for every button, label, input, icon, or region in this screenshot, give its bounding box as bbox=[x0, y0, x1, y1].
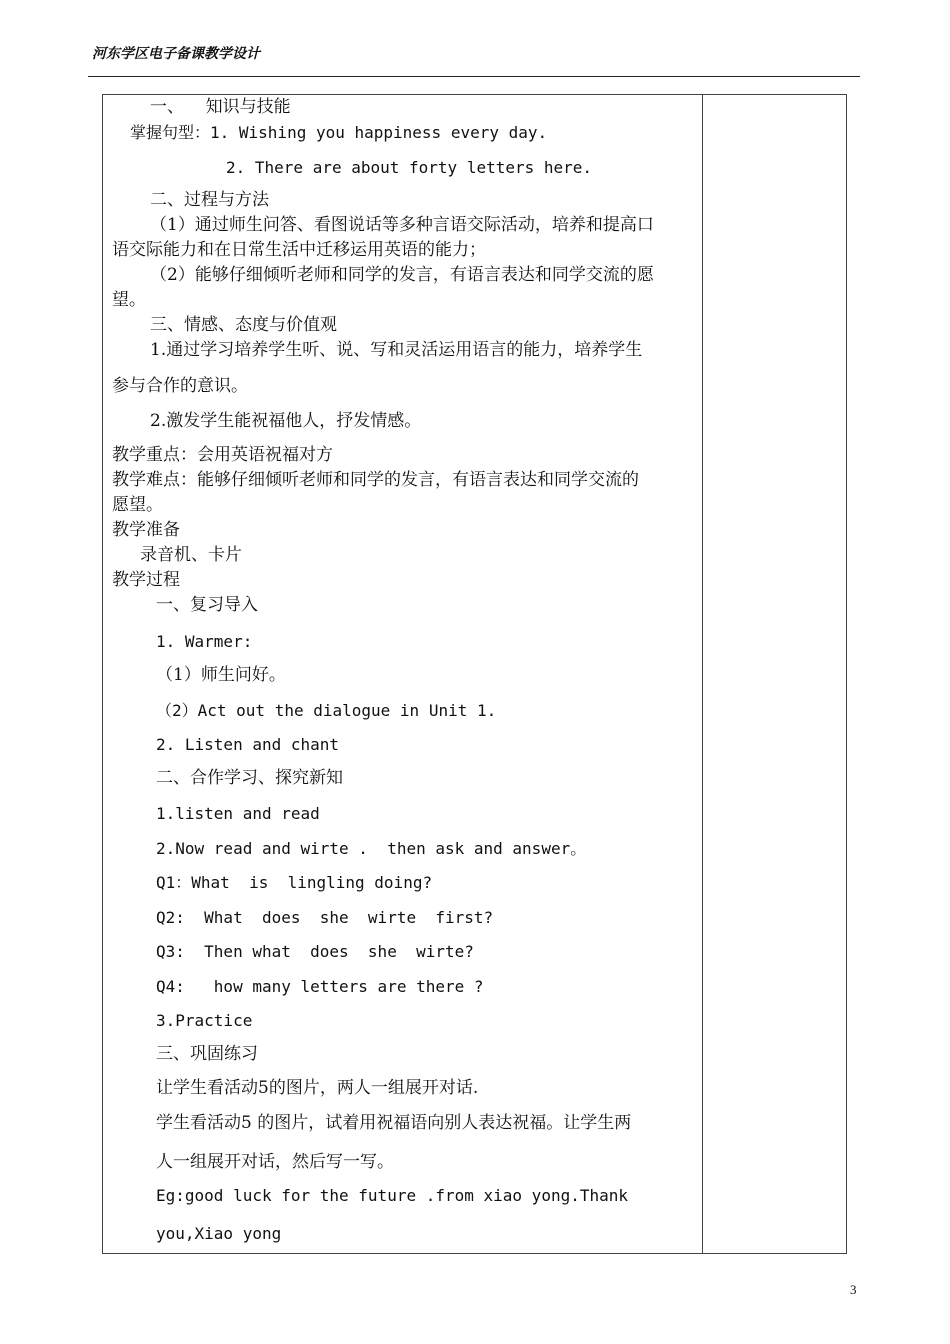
step-act-out: （2）Act out the dialogue in Unit 1. bbox=[156, 701, 497, 720]
consolidation-text-2a: 学生看活动5 的图片，试着用祝福语向别人表达祝福。让学生两 bbox=[156, 1113, 632, 1133]
process-text-1a: （1）通过师生问答、看图说话等多种言语交际活动，培养和提高口 bbox=[150, 215, 654, 235]
question-2: Q2: What does she wirte first? bbox=[156, 908, 494, 927]
example-line-a: Eg:good luck for the future .from xiao yong.Thank bbox=[156, 1186, 629, 1205]
preparation-items: 录音机、卡片 bbox=[140, 545, 242, 565]
step-listen-chant: 2. Listen and chant bbox=[156, 735, 340, 754]
step-consolidation: 三、巩固练习 bbox=[156, 1044, 258, 1064]
step-read-write: 2.Now read and wirte . then ask and answer。 bbox=[156, 839, 587, 858]
consolidation-text-2b: 人一组展开对话，然后写一写。 bbox=[156, 1152, 394, 1172]
question-1: Q1：What is lingling doing? bbox=[156, 873, 433, 892]
sentence-pattern-2: 2. There are about forty letters here. bbox=[226, 158, 593, 177]
process-text-1b: 语交际能力和在日常生活中迁移运用英语的能力； bbox=[112, 240, 486, 260]
process-heading: 教学过程 bbox=[112, 570, 180, 590]
sentence-pattern-1: 掌握句型：1. Wishing you happiness every day. bbox=[130, 123, 548, 142]
step-warmer: 1. Warmer: bbox=[156, 632, 253, 651]
step-greeting: （1）师生问好。 bbox=[156, 665, 286, 685]
step-practice: 3.Practice bbox=[156, 1011, 253, 1030]
question-3: Q3: Then what does she wirte? bbox=[156, 942, 474, 961]
question-4: Q4: how many letters are there ? bbox=[156, 977, 484, 996]
consolidation-text-1: 让学生看活动5的图片，两人一组展开对话. bbox=[156, 1078, 479, 1098]
page-number: 3 bbox=[850, 1282, 857, 1297]
process-text-2b: 望。 bbox=[112, 290, 146, 310]
objective-heading-knowledge: 一、 知识与技能 bbox=[150, 97, 291, 117]
header-rule bbox=[88, 76, 860, 77]
preparation-heading: 教学准备 bbox=[112, 520, 180, 540]
objective-heading-process: 二、过程与方法 bbox=[150, 190, 269, 210]
step-cooperative: 二、合作学习、探究新知 bbox=[156, 768, 343, 788]
attitude-text-2: 2.激发学生能祝福他人，抒发情感。 bbox=[150, 411, 422, 431]
example-line-b: you,Xiao yong bbox=[156, 1224, 282, 1243]
difficult-point-b: 愿望。 bbox=[112, 495, 163, 515]
attitude-text-1b: 参与合作的意识。 bbox=[112, 376, 248, 396]
header-title: 河东学区电子备课教学设计 bbox=[92, 46, 260, 62]
objective-heading-attitude: 三、情感、态度与价值观 bbox=[150, 315, 337, 335]
step-review: 一、复习导入 bbox=[156, 595, 258, 615]
step-listen-read: 1.listen and read bbox=[156, 804, 320, 823]
table-column-divider bbox=[702, 94, 703, 1254]
process-text-2a: （2）能够仔细倾听老师和同学的发言，有语言表达和同学交流的愿 bbox=[150, 265, 654, 285]
attitude-text-1a: 1.通过学习培养学生听、说、写和灵活运用语言的能力，培养学生 bbox=[150, 340, 643, 360]
key-point: 教学重点：会用英语祝福对方 bbox=[112, 445, 333, 465]
difficult-point-a: 教学难点：能够仔细倾听老师和同学的发言，有语言表达和同学交流的 bbox=[112, 470, 639, 490]
